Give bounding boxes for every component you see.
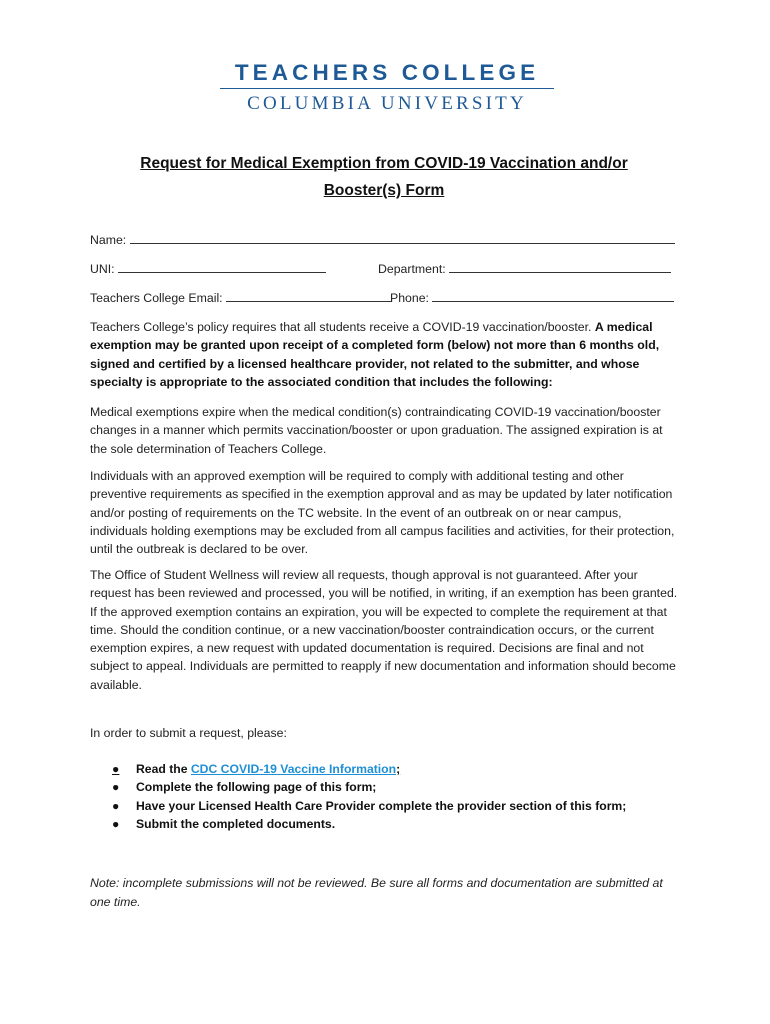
read-suffix: ; [396,762,401,776]
testing-paragraph: Individuals with an approved exemption will be required to comply with additional testing and other preventive requirements as specified in the exemption approval and as may be updated by later notification and/or posting of requirements on the TC website. In the event of an outbreak on or near campus, individuals holding exemptions may be excluded from all campus facilities and activities, for their protection, until the outbreak is declared to be over. [90,469,675,557]
logo-line-2: COLUMBIA UNIVERSITY [247,93,527,114]
department-label: Department: [378,262,446,276]
submission-steps-list [112,760,626,833]
submit-intro: In order to submit a request, please: [90,726,287,740]
list-item [112,797,626,815]
logo-divider [220,88,554,89]
phone-label: Phone: [390,291,429,305]
step-complete-form: Complete the following page of this form; [136,780,377,795]
name-label: Name: [90,233,127,247]
bullet-icon: ● [112,798,120,813]
teachers-college-logo [220,60,554,115]
department-field-row [378,261,671,277]
name-input-line[interactable] [130,232,675,244]
list-item [112,778,626,796]
email-field-row [90,290,391,306]
form-title [90,150,678,204]
step-provider-section: Have your Licensed Health Care Provider complete the provider section of this form; [136,798,627,813]
read-prefix: Read the [136,762,188,776]
cdc-vaccine-info-link[interactable]: CDC COVID-19 Vaccine Information [190,762,397,776]
uni-field-row [90,261,326,277]
list-item [112,815,626,833]
name-field-row [90,232,675,248]
step-submit-documents: Submit the completed documents. [136,816,336,831]
email-input-line[interactable] [226,290,391,302]
phone-field-row [390,290,674,306]
email-label: Teachers College Email: [90,291,223,305]
policy-intro: Teachers College’s policy requires that all students receive a COVID-19 vaccination/booster. [90,320,592,334]
expiry-paragraph: Medical exemptions expire when the medical condition(s) contraindicating COVID-19 vaccination/booster changes in a manner which permits vaccination/booster or upon graduation. The assigned expiration is at the sole determination of Teachers College. [90,405,663,456]
submission-note: Note: incomplete submissions will not be reviewed. Be sure all forms and documentation are submitted at one time. [90,876,663,909]
review-paragraph: The Office of Student Wellness will review all requests, though approval is not guaranteed. After your request has been reviewed and processed, you will be notified, in writing, if an exemption has been granted. If the approved exemption contains an expiration, you will be expected to complete the requirement at that time. Should the condition continue, or a new vaccination/booster contraindication occurs, or the current exemption expires, a new request with updated documentation is required. Decisions are final and not subject to appeal. Individuals are permitted to reapply if new documentation and information should become available. [90,568,678,692]
logo-line-1: TEACHERS COLLEGE [234,60,540,85]
uni-label: UNI: [90,262,115,276]
policy-requirements: A medical exemption may be granted upon receipt of a completed form (below) not more than 6 months old, signed and certified by a licensed healthcare provider, not related to the submitter, and whose specialty is appropriate to the associated condition that includes the following: [90,320,660,389]
uni-input-line[interactable] [118,261,326,273]
list-item [112,760,626,778]
phone-input-line[interactable] [432,290,674,302]
form-title-line-1: Request for Medical Exemption from COVID-19 Vaccination and/or [140,155,628,172]
bullet-icon: ● [112,762,120,776]
bullet-icon: ● [112,816,120,831]
department-input-line[interactable] [449,261,671,273]
policy-paragraph [90,318,680,391]
bullet-icon: ● [112,780,120,795]
form-title-line-2: Booster(s) Form [323,182,445,199]
